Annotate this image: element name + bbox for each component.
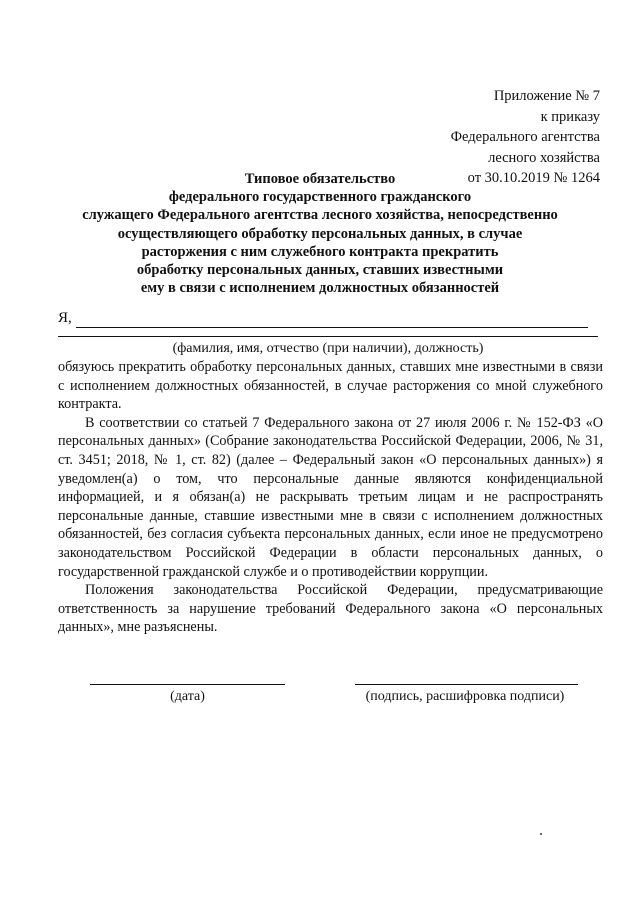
appendix-line: от 30.10.2019 № 1264 (467, 170, 600, 186)
paragraph-responsibility: Положения законодательства Российской Федерации, предусматривающие ответственность за нарушение требований Федерального закона «О персональных данных», мне разъяснены. (58, 582, 603, 636)
paragraph-law-notice: В соответствии со статьей 7 Федерального закона от 27 июля 2006 г. № 152-ФЗ «О персональных данных» (Собрание законодательства Российской Федерации, 2006, № 31, ст. 3451; 2018, № 1, ст. 82) (далее – Федеральный закон «О персональных данных») я уведомлен(а) о том, что персональные данные являются конфиденциальной информацией, и я обязан(а) не раскрывать третьим лицам и не распространять персональные данные, ставшие известными мне в связи с исполнением должностных обязанностей, без согласия субъекта персональных данных, если иное не предусмотрено законодательством Российской Федерации в области персональных данных, о государственной гражданской службе и о противодействии коррупции. (58, 414, 603, 580)
title-line: Типовое обязательство (244, 171, 396, 187)
title-line: ему в связи с исполнением должностных обязанностей (140, 280, 500, 297)
appendix-line: Приложение № 7 (493, 88, 600, 104)
document-title (60, 170, 580, 297)
appendix-line: к приказу (540, 108, 600, 125)
date-caption: (дата) (170, 689, 205, 704)
document-body (58, 358, 603, 637)
fio-caption: (фамилия, имя, отчество (при наличии), должность) (172, 341, 484, 356)
name-blank-rule (76, 327, 588, 328)
ya-label: Я, (58, 310, 72, 326)
title-line: служащего Федерального агентства лесного хозяйства, непосредственно (82, 207, 558, 224)
title-line: расторжения с ним служебного контракта прекратить (141, 243, 499, 260)
title-line: федерального государственного гражданского (168, 189, 472, 206)
appendix-line: лесного хозяйства (488, 149, 600, 166)
title-line: обработку персональных данных, ставших известными (136, 262, 504, 279)
signature-caption: (подпись, расшифровка подписи) (365, 689, 565, 704)
title-line: осуществляющего обработку персональных данных, в случае (117, 225, 523, 242)
signature-blank-rule (355, 684, 578, 685)
scan-speck (540, 833, 542, 835)
signature-row (0, 684, 640, 714)
date-blank-rule (90, 684, 285, 685)
name-fill-line (58, 310, 598, 330)
position-blank-rule (58, 336, 598, 337)
paragraph-obligation: обязуюсь прекратить обработку персональных данных, ставших мне известными в связи с исполнением должностных обязанностей, в случае расторжения со мной служебного контракта. (58, 359, 603, 413)
appendix-line: Федерального агентства (450, 129, 600, 145)
